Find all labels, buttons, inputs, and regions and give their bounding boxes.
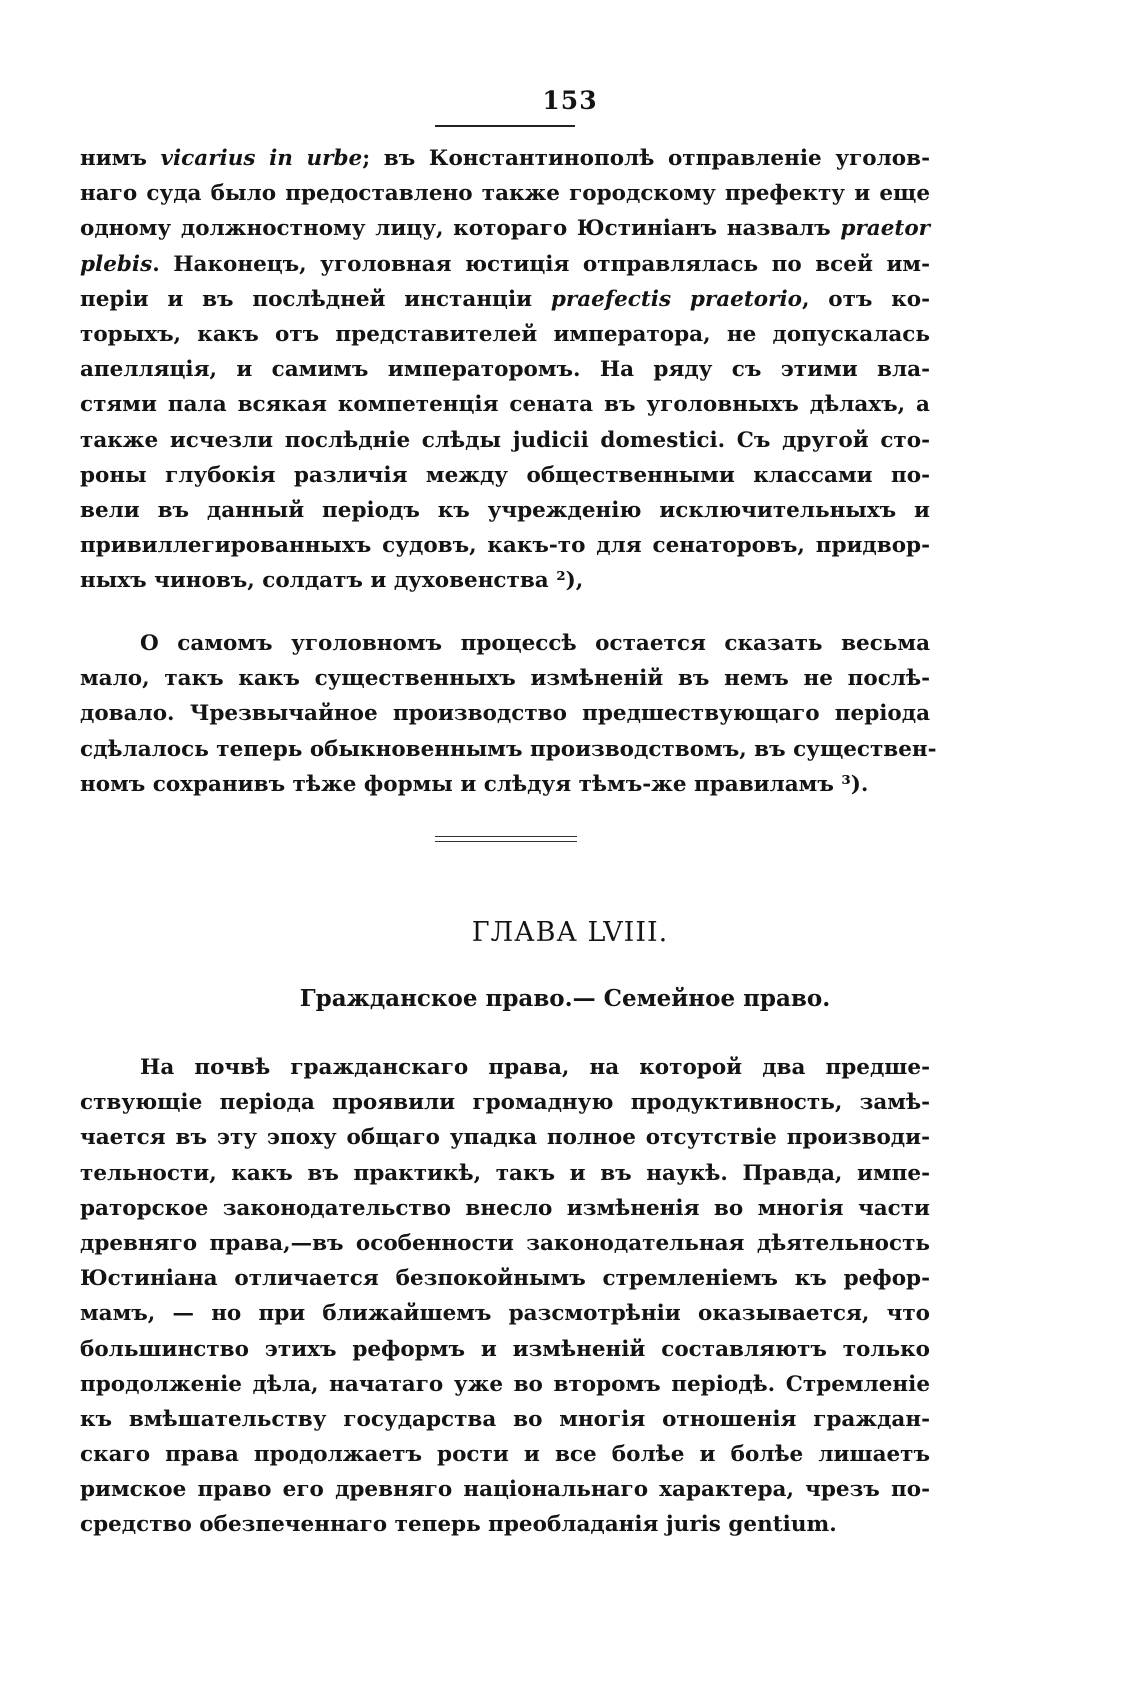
text-line: средство обезпеченнаго теперь преобладанія juris gentium. [80, 1512, 837, 1538]
text-line: чается въ эту эпоху общаго упадка полное отсутствіе производи- [80, 1125, 930, 1151]
text-line: раторское законодательство внесло измѣненія во многія части [80, 1195, 930, 1221]
text-line: къ вмѣшательству государства во многія отношенія граждан- [80, 1406, 930, 1432]
text-line: О самомъ уголовномъ процессѣ остается сказать весьма [140, 631, 930, 656]
text-line: сдѣлалось теперь обыкновеннымъ производствомъ, въ существен- [80, 736, 937, 762]
text-line: стями пала всякая компетенція сената въ уголовныхъ дѣлахъ, а [80, 392, 930, 418]
text-line: римское право его древняго національнаго характера, чрезъ по- [80, 1477, 930, 1503]
text-line: скаго права продолжаетъ рости и все болѣе и болѣе лишаетъ [80, 1442, 930, 1468]
text-line: большинство этихъ реформъ и измѣненій составляютъ только [80, 1336, 930, 1362]
text-line: наго суда было предоставлено также городскому префекту и еще [80, 181, 930, 207]
text-line: тельности, какъ въ практикѣ, такъ и въ наукѣ. Правда, импе- [80, 1160, 930, 1186]
text-line: торыхъ, какъ отъ представителей императора, не допускалась [80, 321, 930, 347]
text-line: также исчезли послѣдніе слѣды judicii domestici. Съ другой сто- [80, 427, 930, 453]
text-line: продолженіе дѣла, начатаго уже во второмъ періодѣ. Стремленіе [80, 1371, 930, 1397]
text-line: роны глубокія различія между общественными классами по- [80, 462, 930, 488]
text-line: нимъ vicarius in urbe; въ Константинополѣ отправленіе уголов- [80, 146, 930, 171]
chapter-title: ГЛАВА LVIII. [471, 917, 669, 948]
text-line: мамъ, — но при ближайшемъ разсмотрѣніи оказывается, что [80, 1301, 930, 1327]
text-line: plebis. Наконецъ, уголовная юстиція отправлялась по всей им- [80, 251, 930, 277]
text-line: ствующіе періода проявили громадную продуктивность, замѣ- [80, 1090, 930, 1116]
text-line: ныхъ чиновъ, солдатъ и духовенства ²), [80, 568, 584, 594]
text-line: апелляція, и самимъ императоромъ. На ряду съ этими вла- [80, 357, 930, 383]
section-separator [435, 836, 577, 846]
paragraph-criminal-procedure [80, 626, 937, 802]
text-line: вели въ данный періодъ къ учрежденію исключительныхъ и [80, 497, 930, 523]
text-line: одному должностному лицу, котораго Юстиніанъ назвалъ praetor [80, 216, 930, 242]
text-line: мало, такъ какъ существенныхъ измѣненій въ немъ не послѣ- [80, 666, 930, 692]
text-line: номъ сохранивъ тѣже формы и слѣдуя тѣмъ-же правиламъ ³). [80, 771, 869, 797]
text-line: періи и въ послѣдней инстанціи praefectis praetorio, отъ ко- [80, 286, 930, 312]
paragraph-continuation [80, 141, 930, 598]
text-line: привиллегированныхъ судовъ, какъ-то для сенаторовъ, придвор- [80, 533, 930, 559]
paragraph-civil-law [80, 1050, 930, 1543]
text-line: древняго права,—въ особенности законодательная дѣятельность [80, 1230, 930, 1256]
page-number: 153 [542, 86, 598, 115]
text-line: довало. Чрезвычайное производство предшествующаго періода [80, 701, 930, 727]
header-rule [435, 125, 575, 127]
text-line: Юстиніана отличается безпокойнымъ стремленіемъ къ рефор- [80, 1266, 930, 1292]
text-line: На почвѣ гражданскаго права, на которой два предше- [140, 1055, 930, 1080]
section-title: Гражданское право.— Семейное право. [299, 985, 831, 1012]
